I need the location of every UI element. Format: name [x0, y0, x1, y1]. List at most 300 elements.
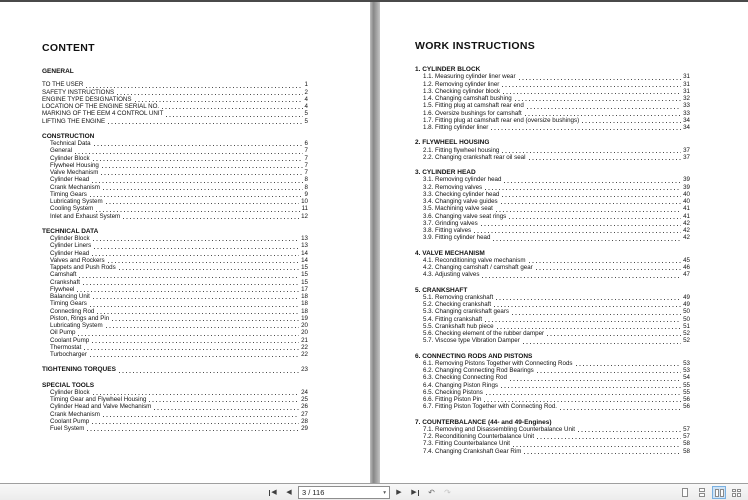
toc-section-heading — [42, 366, 308, 373]
toc-entry-page: 53 — [683, 359, 690, 367]
dot-leader — [496, 299, 681, 300]
toc-entry-page: 24 — [301, 388, 308, 396]
toc-entry-page: 47 — [683, 271, 690, 279]
toc-entry-page: 51 — [683, 322, 690, 330]
toc-entry-label: Camshaft — [50, 271, 77, 279]
single-page-view-button[interactable] — [678, 486, 692, 499]
toc-entry-page: 40 — [683, 190, 690, 198]
toc-entry-page: 55 — [683, 381, 690, 389]
toc-entry-page: 18 — [301, 307, 308, 315]
dot-leader — [75, 153, 303, 154]
toc-entry — [415, 176, 690, 183]
dot-leader — [576, 365, 682, 366]
toc-entry — [415, 88, 690, 95]
first-page-icon — [269, 490, 270, 496]
dot-leader — [103, 416, 299, 417]
toc-entry-label: Valves and Rockers — [50, 256, 105, 264]
dot-leader — [162, 108, 302, 109]
toc-entry-page: 58 — [683, 440, 690, 448]
toc-entry — [42, 89, 308, 96]
toc-entry — [42, 162, 308, 169]
toc-entry-label: Turbocharger — [50, 351, 87, 358]
toc-entry-page: 40 — [683, 198, 690, 205]
toc-entry — [415, 117, 690, 124]
dot-leader — [502, 152, 681, 153]
toc-entry-page: 53 — [683, 367, 690, 374]
toc-entry-page: 5 — [304, 117, 308, 125]
dot-leader — [497, 328, 682, 329]
toc-entry-page: 7 — [304, 147, 308, 155]
toc-section — [415, 139, 690, 161]
toc-entry-label: 5.6. Checking element of the rubber damper — [423, 330, 545, 337]
toc-entry-label: Cooling System — [50, 205, 94, 213]
toc-entry-label: 1.2. Removing cylinder liner — [423, 80, 500, 88]
toc-entry — [415, 382, 690, 389]
toc-entry-label: 5.5. Crankshaft hub piece — [423, 322, 494, 330]
toc-entry-label: 6.4. Changing Piston Rings — [423, 381, 498, 389]
toc-section — [42, 228, 308, 359]
previous-view-button[interactable] — [425, 486, 438, 499]
dot-leader — [501, 387, 681, 388]
dot-leader — [92, 342, 299, 343]
toc-entry-page: 1 — [304, 81, 308, 89]
toc-entry-page: 52 — [683, 337, 690, 345]
toc-entry — [415, 367, 690, 374]
dot-leader — [90, 196, 303, 197]
toc-entry — [42, 279, 308, 286]
toc-entry-page: 20 — [301, 322, 308, 329]
toc-entry-label: 6.3. Checking Connecting Rod — [423, 374, 507, 382]
dot-leader — [79, 277, 299, 278]
toc-entry-label: 1.4. Changing camshaft bushing — [423, 95, 512, 102]
toc-entry — [415, 301, 690, 308]
last-page-arrow-icon: ▶ — [411, 489, 417, 496]
toc-entry-label: 7.2. Reconditioning Counterbalance Unit — [423, 433, 535, 440]
dot-leader — [529, 262, 682, 263]
left-page-title: CONTENT — [42, 42, 95, 54]
toc-entry — [415, 257, 690, 264]
dot-leader — [112, 320, 299, 321]
toc-entry-label: Cylinder Head and Valve Mechanism — [50, 403, 152, 411]
toc-entry — [415, 220, 690, 227]
toc-entry-page: 31 — [683, 73, 690, 81]
toc-section — [42, 133, 308, 220]
next-page-button[interactable] — [392, 486, 406, 499]
dot-leader — [537, 372, 681, 373]
dot-leader — [510, 380, 681, 381]
toc-entry-page: 54 — [683, 374, 690, 382]
toc-section-heading: 2. FLYWHEEL HOUSING — [415, 139, 490, 147]
toc-entry-page: 37 — [683, 153, 690, 161]
toc-entry-label: 4.3. Adjusting valves — [423, 271, 480, 279]
document-area — [0, 2, 748, 483]
toc-entry — [42, 396, 308, 403]
toc-entry-label: 1.1. Measuring cylinder liner wear — [423, 73, 516, 81]
toc-entry — [42, 308, 308, 315]
toc-entry-page: 41 — [683, 212, 690, 220]
toc-entry-page: 8 — [304, 183, 308, 191]
toc-entry — [415, 234, 690, 241]
toc-entry-label: Timing Gears — [50, 190, 87, 198]
toc-entry-page: 56 — [683, 396, 690, 403]
page-dropdown-caret-icon[interactable]: ▾ — [383, 489, 386, 496]
toc-entry-label: Lubricating System — [50, 198, 103, 205]
previous-view-icon: ↶ — [428, 488, 435, 497]
toc-entry-page: 39 — [683, 183, 690, 191]
dot-leader — [86, 87, 302, 88]
dot-leader — [92, 423, 299, 424]
dot-leader — [97, 313, 299, 314]
next-view-button[interactable] — [441, 486, 454, 499]
toc-entry-page: 31 — [683, 80, 690, 88]
dot-leader — [494, 306, 681, 307]
dot-leader — [94, 248, 299, 249]
toc-entry — [415, 191, 690, 198]
toc-entry — [42, 389, 308, 396]
toc-entry-label: 1.3. Checking cylinder block — [423, 87, 501, 95]
dot-leader — [512, 314, 681, 315]
pdf-toolbar — [0, 483, 748, 500]
toc-entry — [42, 198, 308, 205]
toc-entry-label: TO THE USER — [42, 81, 84, 89]
toc-entry — [415, 95, 690, 102]
last-page-icon — [418, 490, 419, 496]
pdf-page-left — [0, 2, 370, 483]
facing-continuous-icon — [737, 489, 741, 497]
toc-entry — [42, 235, 308, 242]
toc-entry-label: 5.2. Checking crankshaft — [423, 301, 492, 308]
toc-entry-label: Inlet and Exhaust System — [50, 212, 121, 220]
toc-section — [42, 382, 308, 433]
page-spine-divider — [370, 2, 380, 483]
toc-entry-label: 5.7. Viscose type Vibration Damper — [423, 337, 520, 345]
facing-pages-icon — [715, 489, 719, 497]
toc-entry — [42, 351, 308, 358]
toc-entry-label: 1.8. Fitting cylinder liner — [423, 124, 489, 131]
toc-entry-page: 42 — [683, 227, 690, 234]
toc-entry-label: Coolant Pump — [50, 336, 90, 344]
dot-leader — [519, 79, 682, 80]
toc-entry — [42, 140, 308, 147]
dot-leader — [485, 189, 681, 190]
next-view-icon: ↷ — [444, 488, 451, 497]
toc-entry — [415, 323, 690, 330]
toc-entry-page: 15 — [301, 278, 308, 286]
toc-section-heading: GENERAL — [42, 68, 74, 75]
toc-entry — [42, 315, 308, 322]
toc-entry — [42, 344, 308, 351]
toc-entry — [42, 411, 308, 418]
toc-entry-page: 49 — [683, 301, 690, 308]
dot-leader — [484, 401, 681, 402]
toc-entry-label: 6.1. Removing Pistons Together with Connecting Rods — [423, 359, 573, 367]
toc-entry — [415, 330, 690, 337]
toc-entry-label: Oil Pump — [50, 329, 76, 337]
previous-page-icon: ◀ — [286, 489, 292, 496]
toc-entry-label: ENGINE TYPE DESIGNATIONS — [42, 95, 132, 103]
toc-entry-page: 26 — [301, 403, 308, 411]
toc-entry — [415, 396, 690, 403]
page-layout-group — [678, 486, 743, 499]
continuous-view-button[interactable] — [695, 486, 709, 499]
toc-entry — [42, 286, 308, 293]
toc-entry — [42, 322, 308, 329]
toc-entry-page: 22 — [301, 343, 308, 351]
dot-leader — [106, 203, 299, 204]
toc-entry-label: 1.5. Fitting plug at camshaft rear end — [423, 102, 524, 110]
dot-leader — [503, 93, 681, 94]
toc-entry — [42, 191, 308, 198]
toc-entry — [415, 337, 690, 344]
toc-entry — [415, 294, 690, 301]
toc-entry — [415, 205, 690, 212]
toc-entry-label: 5.1. Removing crankshaft — [423, 293, 494, 301]
toc-entry-page: 9 — [304, 190, 308, 198]
toc-entry-page: 32 — [683, 95, 690, 102]
toc-entry-page: 56 — [683, 403, 690, 411]
toc-entry — [42, 213, 308, 220]
toc-entry — [42, 337, 308, 344]
toc-entry-page: 33 — [683, 102, 690, 110]
toc-entry-page: 52 — [683, 330, 690, 337]
toc-entry — [42, 425, 308, 432]
dot-leader — [547, 335, 681, 336]
toc-entry — [42, 176, 308, 183]
toc-entry — [415, 73, 690, 80]
toc-section-heading: 7. COUNTERBALANCE (44- and 49-Engines) — [415, 418, 552, 426]
toc-entry-page: 4 — [304, 103, 308, 110]
toc-entry — [415, 213, 690, 220]
last-page-button[interactable] — [408, 486, 422, 499]
toc-entry — [42, 264, 308, 271]
toc-entry-label: 4.1. Reconditioning valve mechanism — [423, 256, 526, 264]
toc-section-heading: 1. CYLINDER BLOCK — [415, 66, 481, 73]
toc-entry — [42, 184, 308, 191]
dot-leader — [496, 211, 681, 212]
toc-entry — [415, 124, 690, 131]
first-page-arrow-icon: ◀ — [271, 489, 277, 496]
dot-leader — [166, 116, 302, 117]
toc-entry-label: Fuel System — [50, 425, 85, 432]
toc-entry-label: 1.6. Oversize bushings for camshaft — [423, 109, 522, 117]
toc-entry-page: 20 — [301, 329, 308, 337]
toc-entry — [42, 293, 308, 300]
right-page-title: WORK INSTRUCTIONS — [415, 40, 536, 52]
toc-entry-label: 3.2. Removing valves — [423, 183, 483, 191]
toc-entry-page: 7 — [304, 161, 308, 169]
dot-leader — [525, 115, 681, 116]
dot-leader — [117, 94, 302, 95]
toc-entry-label: Cylinder Block — [50, 388, 90, 396]
dot-leader — [108, 262, 300, 263]
toc-entry-label: 5.4. Fitting crankshaft — [423, 315, 483, 323]
toc-entry-label: 2.2. Changing crankshaft rear oil seal — [423, 153, 526, 161]
dot-leader — [536, 269, 681, 270]
toc-entry-page: 34 — [683, 116, 690, 124]
dot-leader — [90, 306, 299, 307]
facing-pages-icon — [720, 489, 724, 497]
dot-leader — [77, 291, 299, 292]
toc-entry-page: 41 — [683, 205, 690, 213]
toc-entry-page: 21 — [301, 336, 308, 344]
dot-leader — [123, 218, 299, 219]
page-number-input[interactable] — [298, 486, 390, 499]
toc-entry-page: 2 — [304, 88, 308, 96]
dot-leader — [93, 298, 299, 299]
toc-entry-page: 11 — [301, 205, 308, 213]
toc-entry-page: 50 — [683, 315, 690, 323]
toc-heading-label: TIGHTENING TORQUES — [42, 366, 116, 374]
previous-page-button[interactable] — [282, 486, 296, 499]
toc-entry-label: 3.1. Removing cylinder head — [423, 176, 502, 184]
facing-view-button[interactable] — [712, 486, 726, 499]
toc-entry-page: 7 — [304, 169, 308, 176]
toc-entry-page: 7 — [304, 154, 308, 162]
toc-entry-page: 45 — [683, 256, 690, 264]
toc-entry — [415, 147, 690, 154]
toc-entry — [42, 242, 308, 249]
dot-leader — [149, 401, 299, 402]
dot-leader — [92, 182, 302, 183]
toc-entry — [42, 403, 308, 410]
toc-entry — [42, 155, 308, 162]
toc-entry-page: 29 — [301, 425, 308, 432]
toc-entry-label: General — [50, 147, 73, 155]
toc-entry — [415, 102, 690, 109]
toc-section-heading: TECHNICAL DATA — [42, 227, 99, 235]
toc-entry-page: 33 — [683, 109, 690, 117]
toc-section-heading: 6. CONNECTING RODS AND PISTONS — [415, 352, 533, 360]
toc-entry-page: 58 — [683, 447, 690, 455]
dot-leader — [527, 108, 681, 109]
toc-section — [415, 353, 690, 411]
toc-entry — [42, 329, 308, 336]
dot-leader — [106, 327, 299, 328]
toc-entry-label: MARKING OF THE EEM 4 CONTROL UNIT — [42, 110, 164, 118]
dot-leader — [485, 321, 681, 322]
dot-leader — [93, 394, 300, 395]
toc-entry — [42, 257, 308, 264]
toc-entry-label: LOCATION OF THE ENGINE SERIAL NO. — [42, 103, 160, 110]
toc-entry — [415, 316, 690, 323]
first-page-button[interactable] — [266, 486, 280, 499]
toc-entry-label: Flywheel — [50, 285, 75, 293]
toc-entry — [42, 81, 308, 88]
dot-leader — [96, 211, 299, 212]
toc-entry-page: 18 — [301, 293, 308, 300]
toc-section-heading: 3. CYLINDER HEAD — [415, 169, 476, 176]
toc-entry-label: 3.5. Machining valve seat — [423, 205, 493, 213]
toc-entry-label: Timing Gears — [50, 300, 87, 308]
toc-entry-label: Crank Mechanism — [50, 410, 100, 418]
dot-leader — [103, 189, 303, 190]
toc-entry-page: 27 — [301, 410, 308, 418]
toc-entry — [42, 250, 308, 257]
facing-continuous-view-button[interactable] — [729, 486, 743, 499]
toc-entry-page: 28 — [301, 417, 308, 425]
toc-entry-label: Cylinder Block — [50, 154, 90, 162]
toc-entry-label: 6.7. Fitting Piston Together with Connecting Rod. — [423, 403, 558, 411]
toc-entry-label: 7.1. Removing and Disassembling Counterbalance Unit — [423, 425, 576, 433]
dot-leader — [524, 453, 681, 454]
toc-entry-label: 3.9. Fitting cylinder head — [423, 234, 491, 242]
toc-entry — [42, 205, 308, 212]
toc-entry-page: 17 — [301, 285, 308, 293]
toc-entry-page: 37 — [683, 146, 690, 154]
dot-leader — [523, 343, 681, 344]
dot-leader — [90, 356, 299, 357]
toc-entry-label: 7.4. Changing Crankshaft Gear Rim — [423, 447, 522, 455]
dot-leader — [84, 349, 299, 350]
toc-entry-label: SAFETY INSTRUCTIONS — [42, 88, 115, 96]
toc-entry-page: 5 — [304, 110, 308, 118]
toc-entry-label: Tappets and Push Rods — [50, 264, 116, 271]
toc-entry — [42, 271, 308, 278]
toc-entry-page: 4 — [304, 95, 308, 103]
dot-leader — [482, 277, 681, 278]
toc-section-heading: 5. CRANKSHAFT — [415, 286, 468, 294]
toc-entry — [42, 300, 308, 307]
toc-entry-page: 42 — [683, 219, 690, 227]
toc-entry — [42, 147, 308, 154]
toc-entry-page: 49 — [683, 293, 690, 301]
dot-leader — [515, 100, 681, 101]
toc-entry-label: 3.7. Grinding valves — [423, 219, 478, 227]
toc-entry-label: Cylinder Head — [50, 249, 90, 257]
left-page-toc — [42, 68, 308, 432]
toc-entry — [415, 271, 690, 278]
dot-leader — [513, 446, 681, 447]
toc-entry-page: 57 — [683, 433, 690, 440]
toc-entry-page: 50 — [683, 308, 690, 316]
toc-entry-label: Valve Mechanism — [50, 169, 99, 176]
dot-leader — [481, 225, 681, 226]
toc-section — [415, 287, 690, 345]
toc-entry-label: 6.6. Fitting Piston Pin — [423, 396, 482, 403]
toc-entry — [42, 110, 308, 117]
toc-entry-label: 2.1. Fitting flywheel housing — [423, 146, 500, 154]
toc-entry-page: 14 — [301, 256, 308, 264]
toc-entry-page: 34 — [683, 124, 690, 131]
toc-entry-page: 55 — [683, 388, 690, 396]
toc-entry-page: 13 — [301, 242, 308, 250]
next-page-icon: ▶ — [396, 489, 402, 496]
toc-section — [415, 66, 690, 131]
toc-entry-page: 57 — [683, 425, 690, 433]
toc-entry — [415, 403, 690, 410]
dot-leader — [582, 122, 681, 123]
continuous-page-icon — [699, 488, 705, 497]
toc-entry-label: 3.8. Fitting valves — [423, 227, 472, 234]
dot-leader — [83, 284, 299, 285]
toc-entry-page: 39 — [683, 176, 690, 184]
toc-entry-page: 12 — [301, 212, 308, 220]
toc-section-heading: 4. VALVE MECHANISM — [415, 249, 485, 257]
toc-entry — [415, 110, 690, 117]
dot-leader — [501, 203, 681, 204]
toc-entry — [415, 154, 690, 161]
toc-section — [415, 169, 690, 242]
dot-leader — [560, 409, 681, 410]
toc-entry-page: 14 — [301, 249, 308, 257]
dot-leader — [154, 409, 299, 410]
toc-entry-label: Flywheel Housing — [50, 161, 99, 169]
toc-entry-page: 15 — [301, 264, 308, 271]
dot-leader — [93, 160, 303, 161]
toc-section-heading: SPECIAL TOOLS — [42, 381, 95, 389]
dot-leader — [93, 240, 300, 241]
right-page-toc — [415, 66, 690, 455]
